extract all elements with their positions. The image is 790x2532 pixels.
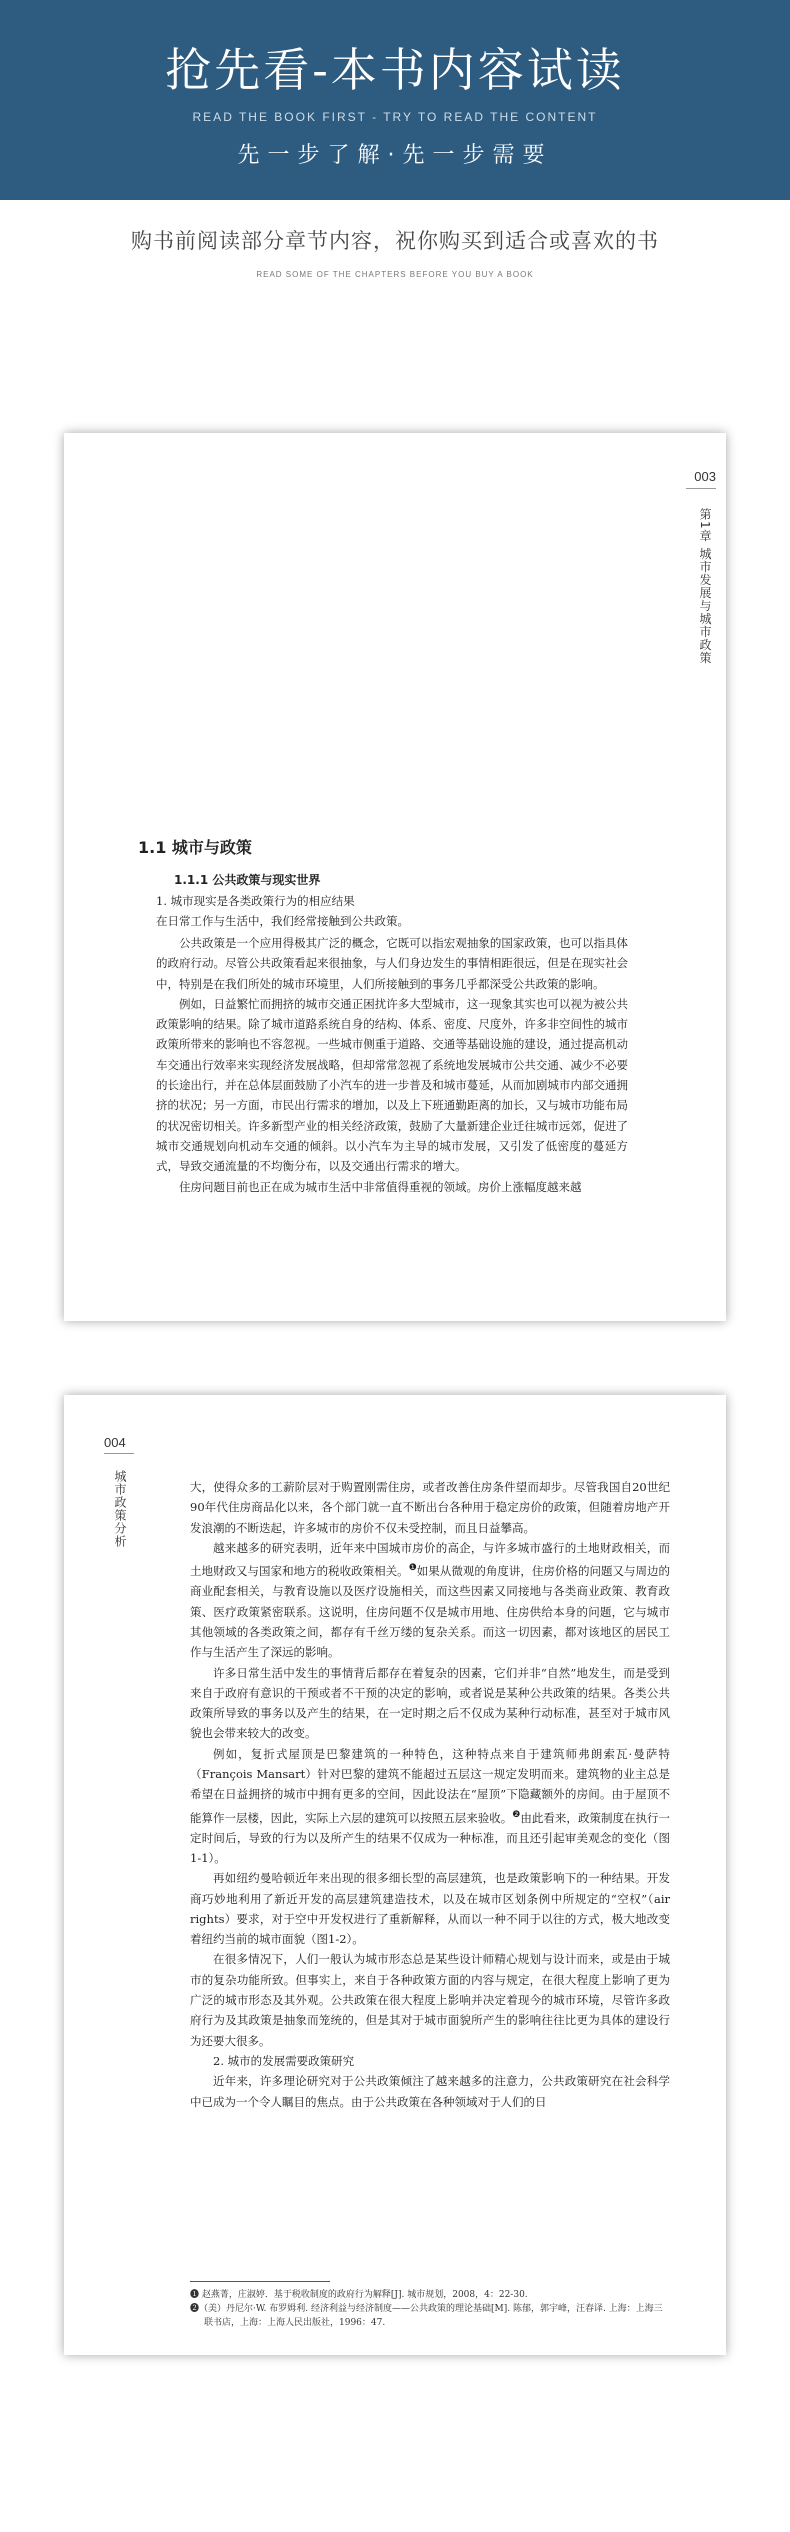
header-banner: [0, 0, 790, 200]
intro-sentence: 在日常工作与生活中，我们经常接触到公共政策。: [156, 914, 409, 928]
paragraph: [190, 1538, 670, 1663]
footnotes: [190, 2288, 670, 2330]
page-number: 003: [694, 469, 716, 484]
paragraph: 公共政策是一个应用得极其广泛的概念，它既可以指宏观抽象的国家政策，也可以指具体的政府行动。尽管公共政策看起来很抽象，与人们身边发生的事情相距很远，但是在现实社会中，特别是在我们所处的城市环境里，人们所接触到的事务几乎都深受公共政策的影响。: [156, 936, 628, 991]
banner-title: 抢先看-本书内容试读: [165, 43, 625, 97]
banner-subtitle: READ THE BOOK FIRST - TRY TO READ THE CONTENT: [192, 110, 598, 124]
paragraph: 近年来，许多理论研究对于公共政策倾注了越来越多的注意力，公共政策研究在社会科学中已成为一个令人瞩目的焦点。由于公共政策在各种领域对于人们的日: [190, 2074, 670, 2109]
paragraph-text: 越来越多的研究表明，近年来中国城市房价的高企，与许多城市盛行的土地财政相关，而土地财政又与国家和地方的税收政策相关。: [190, 1540, 670, 1579]
footnote: ❷（美）丹尼尔·W. 布罗姆利. 经济利益与经济制度——公共政策的理论基础[M]. 陈郁，郭宇峰，汪春译. 上海：上海三联书店，上海：上海人民出版社，1996：47.: [190, 2304, 663, 2328]
paragraph: 许多日常生活中发生的事情背后都存在着复杂的因素，它们并非“自然”地发生，而是受到来自于政府有意识的干预或者不干预的决定的影响，或者说是某种公共政策的结果。各类公共政策所导致的事务以及产生的结果，在一定时期之后不仅成为某种行动标准，甚至对于城市风貌也会带来较大的改变。: [190, 1665, 670, 1741]
paragraph: 住房问题目前也正在成为城市生活中非常值得重视的领域。房价上涨幅度越来越: [179, 1179, 582, 1194]
page-number: 004: [104, 1435, 126, 1450]
paragraph: 例如，日益繁忙而拥挤的城市交通正困扰许多大型城市，这一现象其实也可以视为被公共政策影响的结果。除了城市道路系统自身的结构、体系、密度、尺度外，许多非空间性的城市政策所带来的影响也不容忽视。一些城市侧重于道路、交通等基础设施的建设，通过提高机动车交通出行效率来实现经济发展战略，但却常常忽视了系统地发展城市公共交通、减少不必要的长途出行，并在总体层面鼓励了小汽车的进一步普及和城市蔓延，从而加剧城市内部交通拥挤的状况；另一方面，市民出行需求的增加，以及上下班通勤距离的加长，又与城市功能布局的状况密切相关。许多新型产业的相关经济政策，鼓励了大量新建企业迁往城市远郊，促进了城市交通规划向机动车交通的倾斜。以小汽车为主导的城市发展，又引发了低密度的蔓延方式，导致交通流量的不均衡分布，以及交通出行需求的增大。: [156, 996, 628, 1174]
subsection-title: 1.1.1 公共政策与现实世界: [174, 873, 321, 887]
paragraph: 大，使得众多的工薪阶层对于购置刚需住房，或者改善住房条件望而却步。尽管我国自20世纪90年代住房商品化以来，各个部门就一直不断出台各种用于稳定房价的政策，但随着房地产开发浪潮的不断迭起，许多城市的房价不仅未受控制，而且日益攀高。: [190, 1480, 670, 1535]
banner-slogan: 先一步了解·先一步需要: [237, 143, 553, 168]
book-page-003: [64, 433, 726, 1321]
chapter-label: 第1章 城市发展与城市政策: [698, 508, 712, 665]
numbered-item: 1. 城市现实是各类政策行为的相应结果: [156, 894, 355, 908]
paragraph-text: 由此看来，政策制度在执行一定时间后，导致的行为以及所产生的结果不仅成为一种标准，而且还引起审美观念的变化（图1-1）。: [190, 1810, 671, 1865]
section-title: 1.1 城市与政策: [138, 838, 252, 857]
page-number-rule: [686, 488, 716, 489]
paragraph-text: 例如，复折式屋顶是巴黎建筑的一种特色，这种特点来自于建筑师弗朗索瓦·曼萨特（François Mansart）针对巴黎的建筑不能超过五层这一规定发明而来。建筑物的业主总是希望在日益拥挤的城市中拥有更多的空间，因此设法在“屋顶”下隐藏额外的房间。由于屋顶不能算作一层楼，因此，实际上六层的建筑可以按照五层来验收。: [190, 1746, 670, 1825]
footnote-rule: [190, 2281, 330, 2282]
footnote-marker: ❷: [512, 1809, 521, 1820]
paragraph-text: 如果从微观的角度讲，住房价格的问题又与周边的商业配套相关，与教育设施以及医疗设施相关，而这些因素又同接地与各类商业政策、教育政策、医疗政策紧密联系。这说明，住房问题不仅是城市用地、住房供给本身的问题，它与城市其他领域的各类政策之间，都存有千丝万缕的复杂关系。而这一切因素，都对该地区的居民工作与生活产生了深远的影响。: [190, 1564, 671, 1660]
numbered-item: 2. 城市的发展需要政策研究: [213, 2053, 355, 2068]
intro-subtext: READ SOME OF THE CHAPTERS BEFORE YOU BUY A BOOK: [256, 270, 534, 279]
footnote: ❶ 赵燕菁，庄淑婷．基于税收制度的政府行为解释[J]. 城市规划，2008，4：22-30.: [190, 2290, 528, 2300]
page-number-rule: [104, 1453, 134, 1454]
page1-body: [156, 933, 628, 1197]
running-title: 城市政策分析: [113, 1470, 127, 1548]
page2-body: [190, 1477, 670, 2112]
book-page-004: [64, 1395, 726, 2355]
paragraph: 在很多情况下，人们一般认为城市形态总是某些设计师精心规划与设计而来，或是由于城市的复杂功能所致。但事实上，来自于各种政策方面的内容与规定，在很大程度上影响了更为广泛的城市形态及其外观。公共政策在很大程度上影响并决定着现今的城市环境，尽管许多政府行为及其政策是抽象而笼统的，但是其对于城市面貌所产生的影响往往比更为具体的建设行为还要大很多。: [190, 1952, 670, 2048]
footnote-marker: ❶: [408, 1563, 417, 1574]
paragraph: 再如纽约曼哈顿近年来出现的很多细长型的高层建筑，也是政策影响下的一种结果。开发商巧妙地利用了新近开发的高层建筑建造技术，以及在城市区划条例中所规定的“空权”（air rights）要求，对于空中开发权进行了重新解释，从而以一种不同于以往的方式，极大地改变着纽约当前的城市面貌（图1-2）。: [190, 1871, 670, 1947]
paragraph: [190, 1744, 670, 1869]
intro-text: 购书前阅读部分章节内容，祝你购买到适合或喜欢的书: [131, 229, 659, 253]
